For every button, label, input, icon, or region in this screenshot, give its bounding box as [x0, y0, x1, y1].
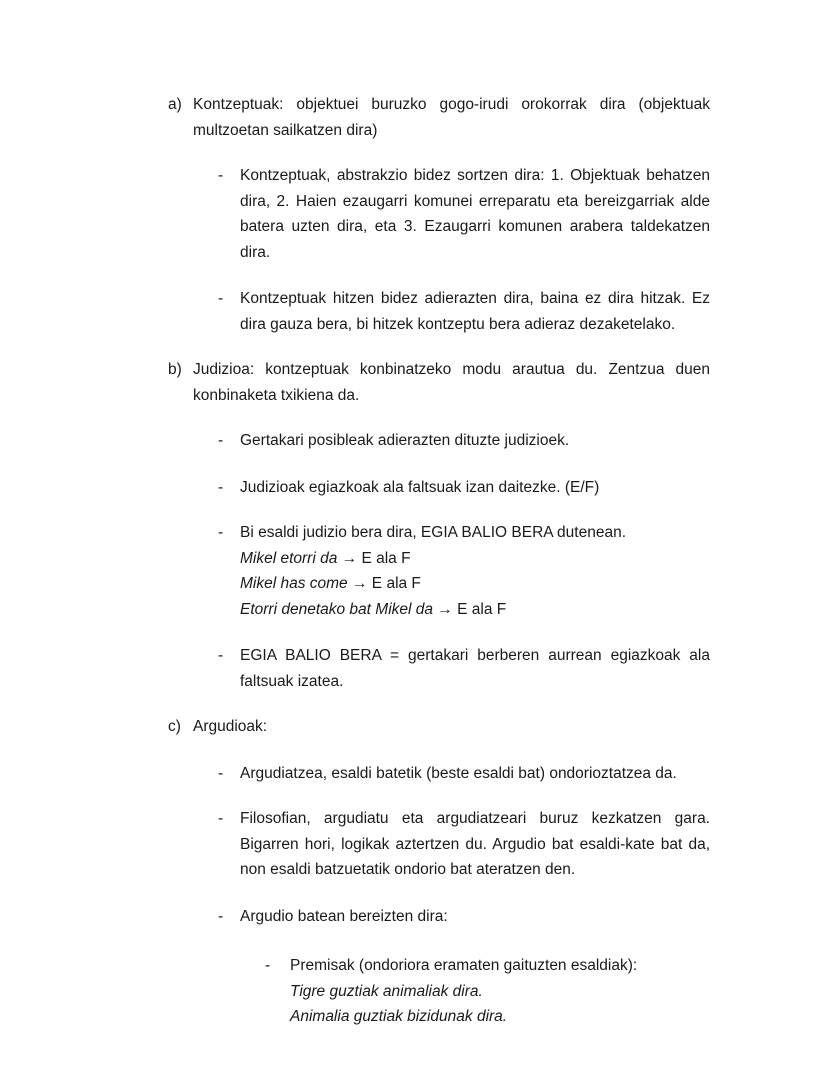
section-c-item-3-text: Argudio batean bereizten dira:: [240, 907, 448, 925]
section-b: [168, 357, 710, 408]
section-b-item-1-body: [240, 428, 710, 454]
section-c-item-3: [218, 904, 710, 930]
section-c: [168, 714, 710, 740]
section-c-item-3-body: [240, 904, 710, 930]
section-b-item-4: [218, 643, 710, 694]
bullet-dash-icon: -: [218, 764, 224, 782]
section-b-marker: b): [168, 361, 182, 378]
section-a-heading-text: Kontzeptuak: objektuei buruzko gogo-irudi orokorrak dira (objektuak multzoetan sailkatzen dira): [193, 96, 710, 139]
section-a-item-2: [218, 286, 710, 337]
section-b-item-4-body: [240, 643, 710, 694]
section-c-heading-text: Argudioak:: [193, 718, 268, 735]
section-a-item-2-body: [240, 286, 710, 337]
example-line-3: [240, 597, 710, 623]
bullet-dash-icon: -: [218, 524, 224, 541]
section-a-item-1-text: Kontzeptuak, abstrakzio bidez sortzen dira: 1. Objektuak behatzen dira, 2. Haien ezaugarri komunei erreparatu eta bereizgarriak alde batera uzten dira, eta 3. Ezaugarri komunen arabera taldekatzen dira.: [240, 167, 710, 261]
bullet-dash-icon: -: [218, 907, 224, 925]
section-c-subitem-body: [290, 953, 710, 1030]
section-c-item-2: [218, 806, 710, 883]
example-1-rest: → E ala F: [337, 549, 411, 567]
section-b-item-2: [218, 475, 710, 501]
bullet-dash-icon: -: [218, 290, 224, 307]
bullet-dash-icon: -: [218, 432, 224, 449]
example-3-rest: → E ala F: [433, 600, 507, 618]
section-c-item-2-text: Filosofian, argudiatu eta argudiatzeari buruz kezkatzen gara. Bigarren hori, logikak aztertzen du. Argudio bat esaldi-kate bat da, non esaldi batzuetatik ondorio bat ateratzen den.: [240, 810, 710, 878]
bullet-dash-icon: -: [218, 167, 224, 184]
document-content: [168, 92, 710, 1030]
bullet-dash-icon: -: [265, 957, 271, 974]
bullet-dash-icon: -: [218, 647, 224, 664]
example-line-2: [240, 571, 710, 597]
section-a-item-2-text: Kontzeptuak hitzen bidez adierazten dira, baina ez dira hitzak. Ez dira gauza bera, bi hitzek kontzeptu bera adieraz dezaketelako.: [240, 290, 710, 333]
example-line-1: [240, 546, 710, 572]
section-c-subitem-premisak: [265, 953, 710, 1030]
section-c-heading: [193, 714, 710, 740]
section-c-item-2-body: [240, 806, 710, 883]
section-c-item-1-text: Argudiatzea, esaldi batetik (beste esaldi bat) ondorioztatzea da.: [240, 764, 677, 782]
section-a: [168, 92, 710, 143]
premisak-text: Premisak (ondoriora eramaten gaituzten esaldiak):: [290, 957, 638, 974]
section-b-item-1-text: Gertakari posibleak adierazten dituzte judizioek.: [240, 432, 570, 449]
section-c-marker: c): [168, 718, 181, 735]
bullet-dash-icon: -: [218, 810, 224, 827]
bullet-dash-icon: -: [218, 478, 224, 496]
section-b-heading-text: Judizioa: kontzeptuak konbinatzeko modu arautua du. Zentzua duen konbinaketa txikiena da.: [193, 361, 710, 404]
example-3-italic: Etorri denetako bat Mikel da: [240, 600, 433, 618]
section-b-heading: [193, 357, 710, 408]
example-2-rest: → E ala F: [347, 575, 421, 592]
section-c-item-1-body: [240, 761, 710, 787]
section-a-item-1: [218, 163, 710, 265]
section-a-heading: [193, 92, 710, 143]
section-b-item-1: [218, 428, 710, 454]
section-b-item-3-body: [240, 520, 710, 622]
section-b-item-3: [218, 520, 710, 622]
example-1-italic: Mikel etorri da: [240, 549, 338, 567]
section-a-marker: a): [168, 96, 182, 113]
section-a-item-1-body: [240, 163, 710, 265]
section-b-item-3-text: Bi esaldi judizio bera dira, EGIA BALIO BERA dutenean.: [240, 524, 627, 541]
premisa-line-1: Tigre guztiak animaliak dira.: [290, 982, 483, 1000]
example-2-italic: Mikel has come: [240, 575, 348, 592]
premisa-line-2: Animalia guztiak bizidunak dira.: [290, 1008, 508, 1025]
section-c-item-1: [218, 761, 710, 787]
section-b-item-2-text: Judizioak egiazkoak ala faltsuak izan daitezke. (E/F): [240, 478, 600, 496]
section-b-item-4-text: EGIA BALIO BERA = gertakari berberen aurrean egiazkoak ala faltsuak izatea.: [240, 647, 710, 690]
section-b-item-2-body: [240, 475, 710, 501]
